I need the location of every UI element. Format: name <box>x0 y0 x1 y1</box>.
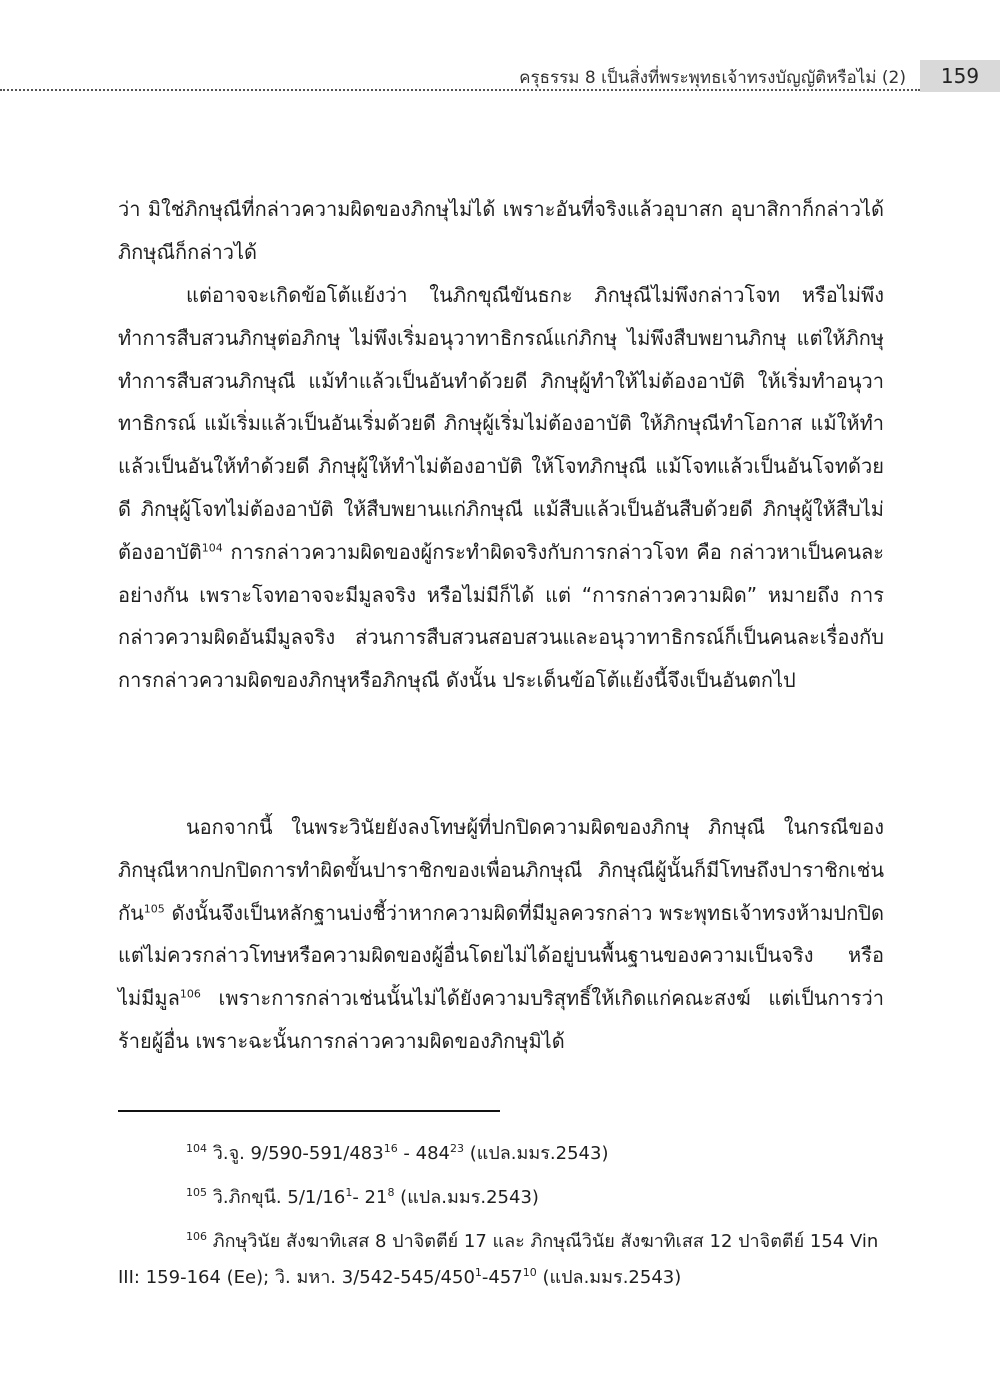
footnote-text: วิ.จู. 9/590-591/483 <box>212 1143 384 1164</box>
running-header-title: ครุธรรม 8 เป็นสิ่งที่พระพุทธเจ้าทรงบัญญัติหรือไม่ (2) <box>519 68 906 88</box>
footnote-104 <box>118 1136 884 1172</box>
paragraph-3 <box>118 806 884 1063</box>
footnote-text: -457 <box>481 1267 523 1288</box>
footnote-ref-104[interactable]: 104 <box>201 541 223 555</box>
footnote-sup: 1 <box>345 1186 353 1199</box>
paragraph-1 <box>118 188 884 274</box>
page-number: 159 <box>920 60 1000 92</box>
footnote-text: (แปล.มมร.2543) <box>536 1267 682 1288</box>
footnote-sup: 16 <box>383 1142 398 1155</box>
footnote-sup: 1 <box>474 1266 482 1279</box>
paragraph-3-text-b: ดังนั้นจึงเป็นหลักฐานบ่งชี้ว่าหากความผิดที่มีมูลควรกล่าว พระพุทธเจ้าทรงห้ามปกปิด แต่ไม่ควรกล่าวโทษหรือความผิดของผู้อื่นโดยไม่ได้อยู่บนพื้นฐานของความเป็นจริง หรือไม่มีมูล <box>118 900 884 1011</box>
footnote-number: 104 <box>186 1142 207 1155</box>
footnote-text: - 21 <box>352 1187 388 1208</box>
footnote-number: 105 <box>186 1186 207 1199</box>
footnote-105 <box>118 1180 884 1216</box>
footnote-sup: 23 <box>450 1142 464 1155</box>
footnote-ref-105[interactable]: 105 <box>143 901 165 915</box>
footnote-text: วิ.ภิกขุนี. 5/1/16 <box>212 1187 346 1208</box>
paragraph-2 <box>118 274 884 702</box>
footnote-text: (แปล.มมร.2543) <box>464 1143 609 1164</box>
footnote-separator <box>118 1110 500 1112</box>
paragraph-3-text-a: นอกจากนี้ ในพระวินัยยังลงโทษผู้ที่ปกปิดความผิดของภิกษุ ภิกษุณี ในกรณีของภิกษุณีหากปกปิดการทำผิดขั้นปาราชิกของเพื่อนภิกษุณี ภิกษุณีผู้นั้นก็มีโทษถึงปาราชิกเช่นกัน <box>118 815 884 925</box>
footnote-ref-106[interactable]: 106 <box>179 987 201 1001</box>
footnote-number: 106 <box>186 1230 207 1243</box>
paragraph-2-text-b: การกล่าวความผิดของผู้กระทำผิดจริงกับการกล่าวโจท คือ กล่าวหาเป็นคนละอย่างกัน เพราะโจทอาจจะมีมูลจริง หรือไม่มีก็ได้ แต่ “การกล่าวความผิด” หมายถึง การกล่าวความผิดอันมีมูลจริง ส่วนการสืบสวนสอบสวนและอนุวาทาธิกรณ์ก็เป็นคนละเรื่องกับการกล่าวความผิดของภิกษุหรือภิกษุณี ดังนั้น ประเด็นข้อโต้แย้งนี้จึงเป็นอันตกไป <box>118 539 884 693</box>
paragraph-2-text-a: แต่อาจจะเกิดข้อโต้แย้งว่า ในภิกขุณีขันธกะ ภิกษุณีไม่พึงกล่าวโจท หรือไม่พึงทำการสืบสวนภิกษุต่อภิกษุ ไม่พึงเริ่มอนุวาทาธิกรณ์แก่ภิกษุ ไม่พึงสืบพยานภิกษุ แต่ให้ภิกษุทำการสืบสวนภิกษุณี แม้ทำแล้วเป็นอันทำด้วยดี ภิกษุผู้ทำให้ไม่ต้องอาบัติ ให้เริ่มทำอนุวาทาธิกรณ์ แม้เริ่มแล้วเป็นอันเริ่มด้วยดี ภิกษุผู้เริ่มไม่ต้องอาบัติ ให้ภิกษุณีทำโอกาส แม้ให้ทำแล้วเป็นอันให้ทำด้วยดี ภิกษุผู้ให้ทำไม่ต้องอาบัติ ให้โจทภิกษุณี แม้โจทแล้วเป็นอันโจทด้วยดี ภิกษุผู้โจทไม่ต้องอาบัติ ให้สืบพยานแก่ภิกษุณี แม้สืบแล้วเป็นอันสืบด้วยดี ภิกษุผู้ให้สืบไม่ต้องอาบัติ <box>118 283 884 564</box>
footnote-sup: 10 <box>522 1266 537 1279</box>
footnote-text: - 484 <box>397 1143 450 1164</box>
footnote-106 <box>118 1224 884 1296</box>
header-dotted-rule <box>0 89 920 91</box>
footnote-text: (แปล.มมร.2543) <box>394 1187 539 1208</box>
footnote-text: ภิกษุวินัย สังฆาทิเสส 8 ปาจิตตีย์ 17 และ ภิกษุณีวินัย สังฆาทิเสส 12 ปาจิตตีย์ 154 Vin III: 159-164 (Ee); วิ. มหา. 3/542-545/450 <box>118 1231 879 1288</box>
paragraph-1-text: ว่า มิใช่ภิกษุณีที่กล่าวความผิดของภิกษุไม่ได้ เพราะอันที่จริงแล้วอุบาสก อุบาสิกาก็กล่าวได้ ภิกษุณีก็กล่าวได้ <box>118 197 884 264</box>
footnote-sup: 8 <box>387 1186 395 1199</box>
paragraph-3-text-c: เพราะการกล่าวเช่นนั้นไม่ได้ยังความบริสุทธิ์ให้เกิดแก่คณะสงฆ์ แต่เป็นการว่าร้ายผู้อื่น เพราะฉะนั้นการกล่าวความผิดของภิกษุมิได้ <box>118 986 884 1053</box>
